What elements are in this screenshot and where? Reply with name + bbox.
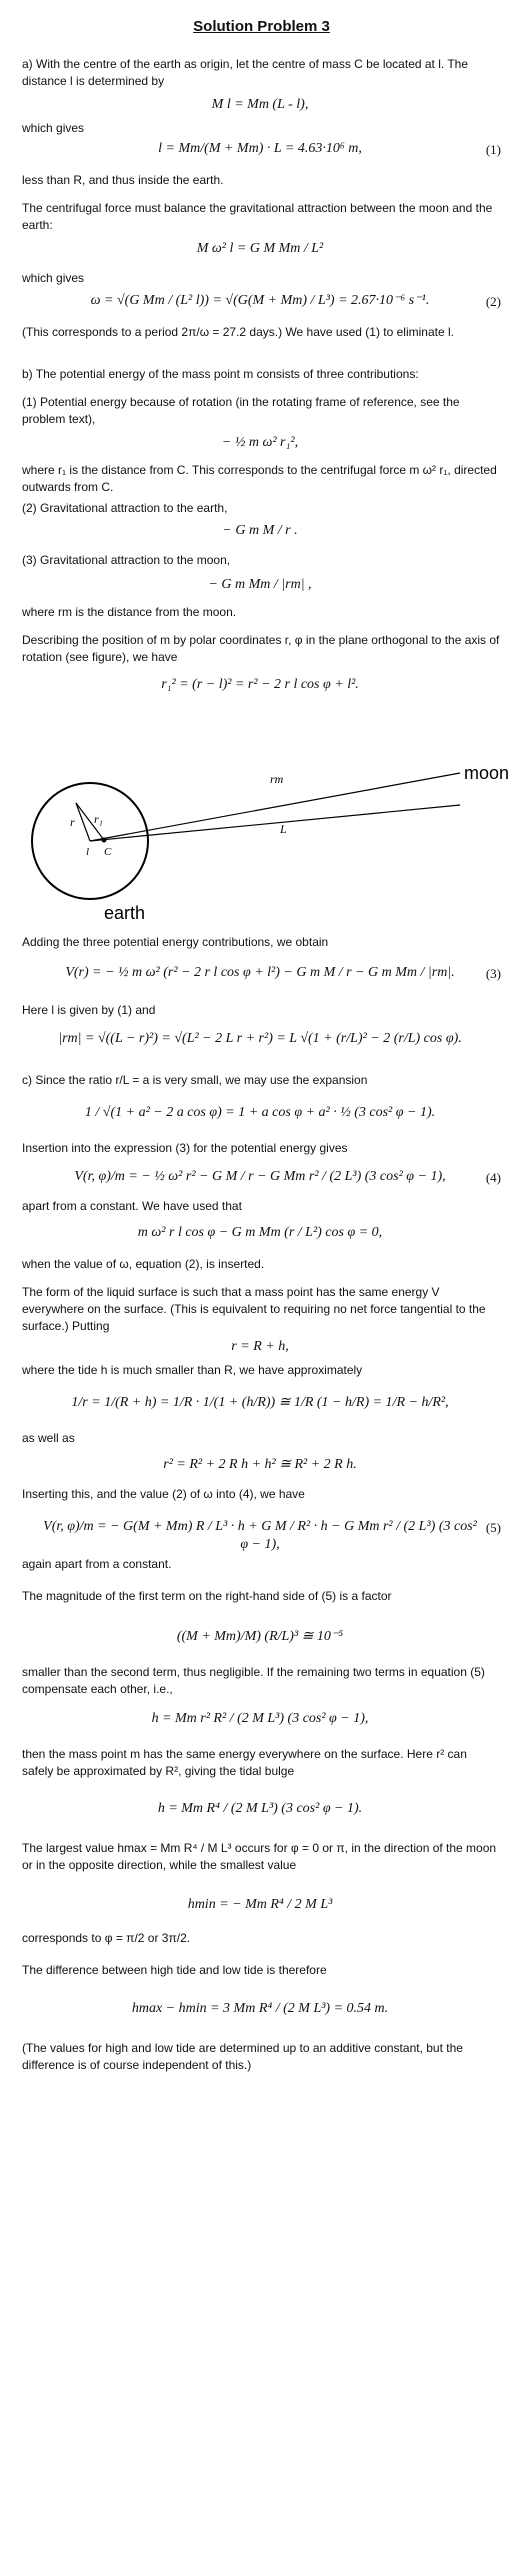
equation-4: V(r, φ)/m = − ½ ω² r² − G M / r − G Mm r² / (2 L³) (3 cos² φ − 1), xyxy=(74,1169,446,1184)
equation-tidal-bulge: h = Mm R⁴ / (2 M L³) (3 cos² φ − 1). xyxy=(157,1801,363,1816)
paragraph-polar: Describing the position of m by polar coordinates r, φ in the plane orthogonal to the axis of rotation (see figure), we have xyxy=(22,633,500,664)
paragraph-adding: Adding the three potential energy contributions, we obtain xyxy=(22,935,329,949)
equation-number-2: (2) xyxy=(485,294,501,309)
paragraph-difference: The difference between high tide and low tide is therefore xyxy=(22,1963,327,1977)
paragraph-b-intro: b) The potential energy of the mass point m consists of three contributions: xyxy=(22,367,419,381)
text-which-gives: which gives xyxy=(22,121,85,135)
equation-expansion: 1 / √(1 + a² − 2 a cos φ) = 1 + a cos φ + a² · ½ (3 cos² φ − 1). xyxy=(84,1105,436,1120)
center-of-mass-point xyxy=(102,838,107,843)
equation-2: ω = √(G Mm / (L² l)) = √(G(M + Mm) / L³) = 2.67·10⁻⁶ s⁻¹. xyxy=(90,293,430,308)
equation-5: V(r, φ)/m = − G(M + Mm) R / L³ · h + G M / R² · h − G Mm r² / (2 L³) (3 cos² φ − 1), xyxy=(43,1519,477,1552)
paragraph-largest: The largest value hmax = Mm R⁴ / M L³ occurs for φ = 0 or π, in the direction of the moon or in the opposite direction, while the smallest value xyxy=(22,1841,497,1872)
equation-number-4: (4) xyxy=(485,1170,501,1185)
paragraph-magnitude: The magnitude of the first term on the right-hand side of (5) is a factor xyxy=(22,1589,392,1603)
paragraph-where-rm: where rm is the distance from the moon. xyxy=(22,605,237,619)
label-big-l: L xyxy=(280,822,287,836)
paragraph-where-h: where the tide h is much smaller than R, we have approximately xyxy=(22,1363,363,1377)
label-l: l xyxy=(86,846,90,858)
label-c: C xyxy=(104,846,112,858)
paragraph-c-intro: c) Since the ratio r/L = a is very small, we may use the expansion xyxy=(22,1073,368,1087)
label-r: r xyxy=(70,815,75,829)
equation-number-1: (1) xyxy=(485,142,501,157)
paragraph-closing: (The values for high and low tide are determined up to an additive constant, but the difference is of course independent of this.) xyxy=(22,2041,463,2072)
page-title: Solution Problem 3 xyxy=(193,18,330,35)
equation-3: V(r) = − ½ m ω² (r² − 2 r l cos φ + l²) − G m M / r − G m Mm / |rm|. xyxy=(65,965,455,980)
equation-h: h = Mm r² R² / (2 M L³) (3 cos² φ − 1), xyxy=(151,1711,369,1726)
paragraph-here-l: Here l is given by (1) and xyxy=(22,1003,156,1017)
equation-r-squared: r² = R² + 2 R h + h² ≅ R² + 2 R h. xyxy=(163,1457,357,1472)
equation-number-5: (5) xyxy=(485,1520,501,1535)
equation-force-balance: M ω² l = G M Mm / L² xyxy=(196,241,324,256)
equation-r-equals: r = R + h, xyxy=(231,1339,289,1354)
equation-center-of-mass: M l = Mm (L - l), xyxy=(211,97,309,112)
earth-moon-diagram xyxy=(20,706,510,946)
label-r1: r₁ xyxy=(94,812,103,826)
paragraph-when-omega: when the value of ω, equation (2), is inserted. xyxy=(22,1257,265,1271)
equation-tide-difference: hmax − hmin = 3 Mm R⁴ / (2 M L³) = 0.54 m. xyxy=(131,2001,389,2016)
paragraph-inserting: Inserting this, and the value (2) of ω into (4), we have xyxy=(22,1487,305,1501)
paragraph-liquid-form: The form of the liquid surface is such that a mass point has the same energy V everywhere on the surface. (This is equivalent to requiring no net force tangential to the surface.) Putting xyxy=(22,1285,486,1333)
paragraph-again: again apart from a constant. xyxy=(22,1557,172,1571)
text-as-well-as: as well as xyxy=(22,1431,75,1445)
equation-polar: r₁² = (r − l)² = r² − 2 r l cos φ + l². xyxy=(161,677,359,692)
paragraph-then: then the mass point m has the same energy everywhere on the surface. Here r² can safely be approximated by R², giving the tidal bulge xyxy=(22,1747,467,1778)
paragraph-item-3: (3) Gravitational attraction to the moon, xyxy=(22,553,231,567)
paragraph-smaller: smaller than the second term, thus negligible. If the remaining two terms in equation (5) compensate each other, i.e., xyxy=(22,1665,485,1696)
equation-h-min: hmin = − Mm R⁴ / 2 M L³ xyxy=(187,1897,333,1912)
label-moon: moon xyxy=(464,763,510,783)
equation-1: l = Mm/(M + Mm) · L = 4.63·10⁶ m, xyxy=(158,141,362,156)
equation-factor: ((M + Mm)/M) (R/L)³ ≅ 10⁻⁵ xyxy=(176,1629,344,1644)
paragraph-centrifugal: The centrifugal force must balance the gravitational attraction between the moon and the earth: xyxy=(22,201,493,232)
equation-moon-attraction: − G m Mm / |rm| , xyxy=(208,577,312,592)
paragraph-corresponds: corresponds to φ = π/2 or 3π/2. xyxy=(22,1931,191,1945)
label-earth: earth xyxy=(104,903,146,923)
paragraph-insertion: Insertion into the expression (3) for the potential energy gives xyxy=(22,1141,348,1155)
equation-rm-distance: |rm| = √((L − r)²) = √(L² − 2 L r + r²) = L √(1 + (r/L)² − 2 (r/L) cos φ). xyxy=(58,1031,462,1046)
equation-number-3: (3) xyxy=(485,966,501,981)
paragraph-period: (This corresponds to a period 2π/ω = 27.2 days.) We have used (1) to eliminate l. xyxy=(22,325,454,339)
equation-reciprocal: 1/r = 1/(R + h) = 1/R · 1/(1 + (h/R)) ≅ 1/R (1 − h/R) = 1/R − h/R², xyxy=(71,1395,449,1410)
equation-earth-attraction: − G m M / r . xyxy=(222,523,298,538)
text-which-gives-2: which gives xyxy=(22,271,85,285)
equation-used: m ω² r l cos φ − G m Mm (r / L²) cos φ = 0, xyxy=(137,1225,383,1240)
paragraph-item-1: (1) Potential energy because of rotation (in the rotating frame of reference, see the problem text), xyxy=(22,395,460,426)
paragraph-a-intro: a) With the centre of the earth as origin, let the centre of mass C be located at l. The distance l is determined by xyxy=(22,57,469,88)
text-less-than-r: less than R, and thus inside the earth. xyxy=(22,173,224,187)
paragraph-item-2: (2) Gravitational attraction to the earth, xyxy=(22,501,228,515)
paragraph-where-r1: where r₁ is the distance from C. This corresponds to the centrifugal force m ω² r₁, directed outwards from C. xyxy=(22,463,497,494)
label-rm: rm xyxy=(270,772,284,786)
paragraph-apart: apart from a constant. We have used that xyxy=(22,1199,242,1213)
vector-r xyxy=(76,803,90,841)
equation-rotation-energy: − ½ m ω² r₁², xyxy=(221,435,299,450)
